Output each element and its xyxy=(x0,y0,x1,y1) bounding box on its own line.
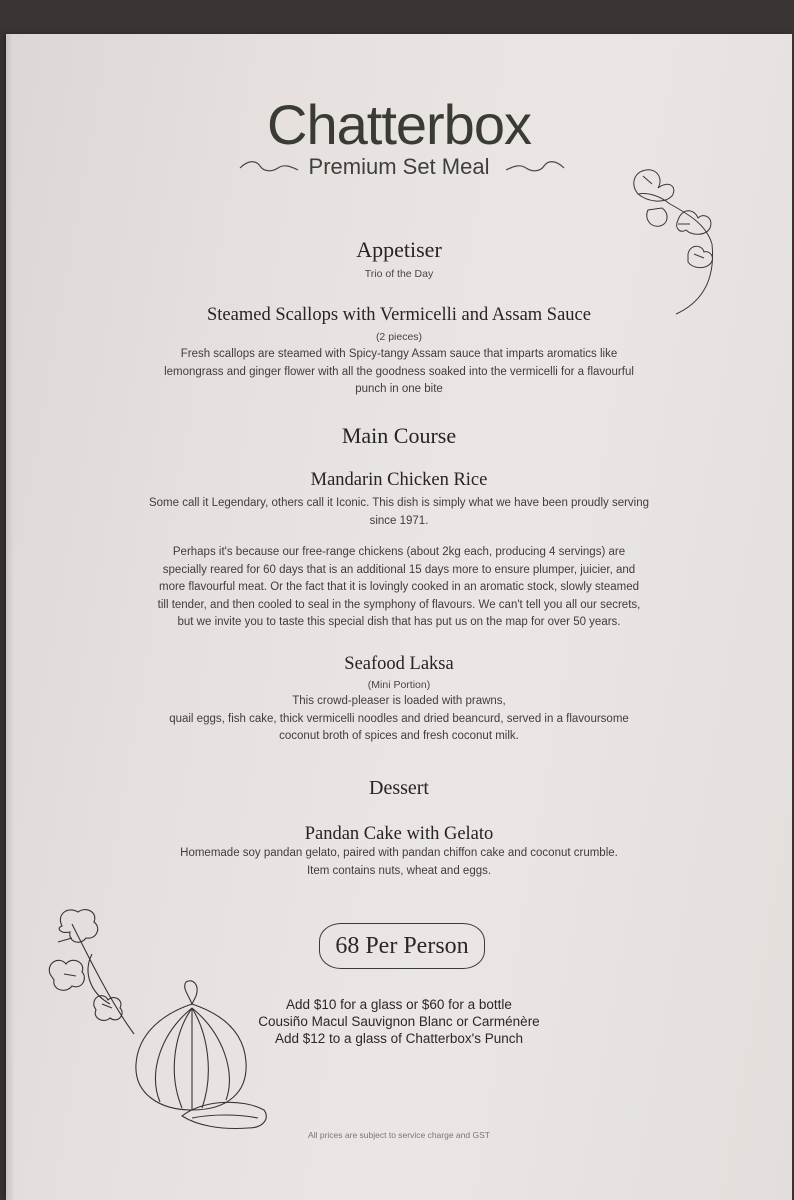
dessert-desc-line: Homemade soy pandan gelato, paired with pandan chiffon cake and coconut crumble. xyxy=(180,847,618,859)
laksa-desc-line: This crowd-pleaser is loaded with prawns, xyxy=(292,695,506,707)
appetiser-desc-line: Fresh scallops are steamed with Spicy-tangy Assam sauce that imparts aromatics like xyxy=(180,348,618,360)
appetiser-heading: Appetiser xyxy=(356,237,442,262)
appetiser-trio: Trio of the Day xyxy=(364,268,434,280)
appetiser-description xyxy=(6,346,792,399)
mandarin-chicken-rice-intro xyxy=(6,495,792,530)
mandarin-chicken-rice-body xyxy=(6,544,792,632)
appetiser-portion: (2 pieces) xyxy=(375,331,423,343)
dessert-heading: Dessert xyxy=(369,777,429,799)
chicken-body-line: Perhaps it's because our free-range chickens (about 2kg each, producing 4 servings) are xyxy=(172,546,626,558)
laksa-desc-line: coconut broth of spices and fresh coconut milk. xyxy=(279,730,519,742)
seafood-laksa-description xyxy=(6,693,792,746)
chicken-body-line: but we invite you to taste this special dish that has put us on the map for over 50 years. xyxy=(177,616,621,628)
dessert-desc-line: Item contains nuts, wheat and eggs. xyxy=(306,864,492,877)
menu-subtitle: Premium Set Meal xyxy=(308,154,490,179)
chicken-body-line: more flavourful meat. Or the fact that it is lovingly cooked in an aromatic stock, slowly steamed xyxy=(158,581,639,593)
right-swirl-ornament-icon xyxy=(504,158,566,178)
appetiser-desc-line: punch in one bite xyxy=(355,383,443,395)
mandarin-chicken-rice-name: Mandarin Chicken Rice xyxy=(310,470,488,490)
seafood-laksa-portion: (Mini Portion) xyxy=(367,679,431,691)
appetiser-dish-name: Steamed Scallops with Vermicelli and Assam Sauce xyxy=(207,305,591,325)
garlic-herb-illustration-icon xyxy=(42,904,282,1134)
chicken-body-line: till tender, and then cooled to seal in the symphony of flavours. We can't tell you all our secrets, xyxy=(157,598,641,611)
addon-line: Add $12 to a glass of Chatterbox's Punch xyxy=(275,1031,523,1046)
chicken-intro-line: Some call it Legendary, others call it Iconic. This dish is simply what we have been proudly serving xyxy=(148,497,650,509)
appetiser-desc-line: lemongrass and ginger flower with all the goodness soaked into the vermicelli for a flavourful xyxy=(164,365,634,378)
seafood-laksa-name: Seafood Laksa xyxy=(344,654,454,674)
main-course-heading: Main Course xyxy=(341,423,457,448)
price-badge: 68 Per Person xyxy=(319,923,485,969)
pandan-cake-name: Pandan Cake with Gelato xyxy=(304,824,494,844)
chicken-intro-line: since 1971. xyxy=(369,514,429,527)
laksa-desc-line: quail eggs, fish cake, thick vermicelli noodles and dried beancurd, served in a flavoursome xyxy=(169,712,629,725)
pandan-cake-description xyxy=(6,845,792,880)
menu-page xyxy=(6,34,792,1200)
restaurant-title: Chatterbox xyxy=(267,93,531,156)
addon-line: Add $10 for a glass or $60 for a bottle xyxy=(286,997,512,1012)
addon-line: Cousiño Macul Sauvignon Blanc or Carménère xyxy=(258,1014,540,1029)
chicken-body-line: specially reared for 60 days that is an additional 15 days more to ensure plumper, juicier, and xyxy=(162,563,636,576)
service-charge-note: All prices are subject to service charge and GST xyxy=(308,1130,490,1140)
